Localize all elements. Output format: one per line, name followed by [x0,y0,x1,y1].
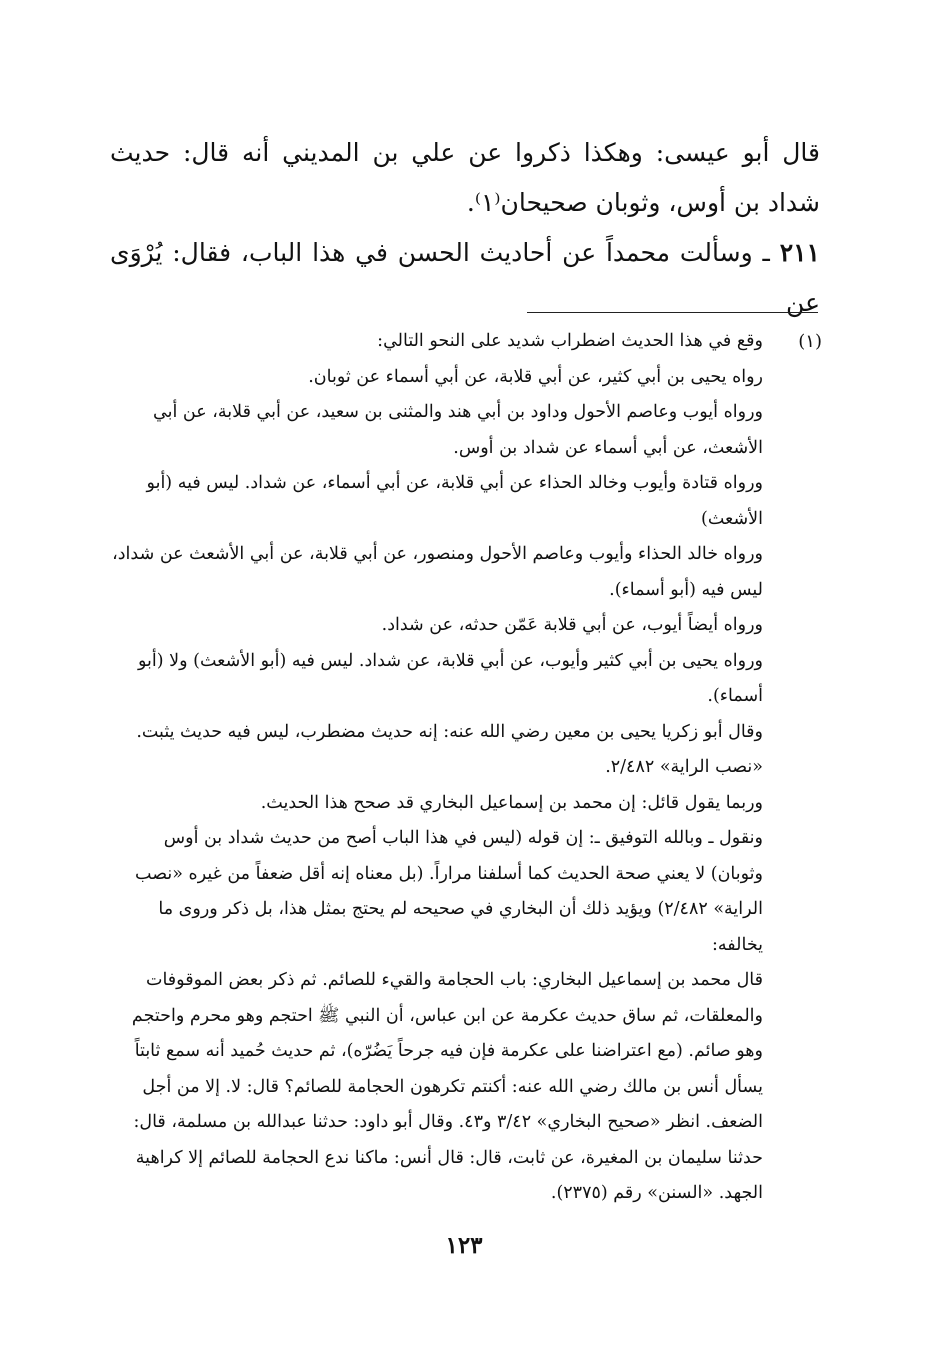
footnote-line: قال محمد بن إسماعيل البخاري: باب الحجامة والقيء للصائم. ثم ذكر بعض الموقوفات والمعلقات، ثم ساق حديث عكرمة عن ابن عباس، أن النبي ﷺ احتجم وهو محرم واحتجم وهو صائم. (مع اعتراضنا على عكرمة فإن فيه جرحاً يَضُرّه)، ثم حديث حُميد أنه سمع ثابتاً يسأل أنس بن مالك رضي الله عنه: أكنتم تكرهون الحجامة للصائم؟ قال: لا. إلا من أجل الضعف. انظر «صحيح البخاري» ٣/٤٢ و٤٣. وقال أبو داود: حدثنا عبدالله بن مسلمة، قال: حدثنا سليمان بن المغيرة، عن ثابت، قال: قال أنس: ماكنا ندع الحجامة للصائم إلا كراهية الجهد. «السنن» رقم (٢٣٧٥). [131,970,763,1203]
footnote-line: ورواه أيضاً أيوب، عن أبي قلابة عَمّن حدثه، عن شداد. [381,615,763,635]
footnote-text [108,324,763,1212]
main-paragraph-2 [110,228,820,328]
footnote-line: ورواه قتادة وأيوب وخالد الحذاء عن أبي قلابة، عن أبي أسماء، عن شداد. ليس فيه (أبو الأشعث) [146,473,763,529]
main-paragraph-1: قال أبو عيسى: وهكذا ذكروا عن علي بن المديني أنه قال: حديث شداد بن أوس، وثوبان صحيحان⁽١⁾. [110,138,820,217]
footnote-line: ونقول ـ وبالله التوفيق ـ: إن قوله (ليس في هذا الباب أصح من حديث شداد بن أوس وثوبان) لا يعني صحة الحديث كما أسلفنا مراراً. (بل معناه إنه أقل ضعفاً من غيره «نصب الراية» ٢/٤٨٢) ويؤيد ذلك أن البخاري في صحيحه لم يحتج بمثل هذا، بل ذكر وروى ما يخالفه: [135,828,763,955]
footnote-line: وقال أبو زكريا يحيى بن معين رضي الله عنه: إنه حديث مضطرب، ليس فيه حديث يثبت. [136,721,763,742]
footnote-separator [527,312,818,313]
footnote-line: ورواه يحيى بن أبي كثير وأيوب، عن أبي قلابة، عن شداد. ليس فيه (أبو الأشعث) ولا (أبو أسماء). [138,650,763,706]
hadith-number: ٢١١ [779,238,820,267]
footnote-line: ورواه أيوب وعاصم الأحول وداود بن أبي هند والمثنى بن سعيد، عن أبي قلابة، عن أبي الأشعث، عن أبي أسماء عن شداد بن أوس. [153,402,763,458]
footnote-marker: (١) [798,331,822,352]
footnote-line: «نصب الراية» ٢/٤٨٢. [605,757,763,777]
main-paragraph-2-text: ـ وسألت محمداً عن أحاديث الحسن في هذا الباب، فقال: يُرْوَى عن [110,238,820,317]
footnote-line: وربما يقول قائل: إن محمد بن إسماعيل البخاري قد صحح هذا الحديث. [260,792,763,813]
footnote-line: رواه يحيى بن أبي كثير، عن أبي قلابة، عن أبي أسماء عن ثوبان. [308,366,763,387]
footnote-line: ورواه خالد الحذاء وأيوب وعاصم الأحول ومنصور، عن أبي قلابة، عن أبي الأشعث عن شداد، ليس فيه (أبو أسماء). [112,544,763,600]
main-text [110,128,820,328]
footnote-line: وقع في هذا الحديث اضطراب شديد على النحو التالي: [377,331,763,351]
page-number: ١٢٣ [445,1232,483,1259]
